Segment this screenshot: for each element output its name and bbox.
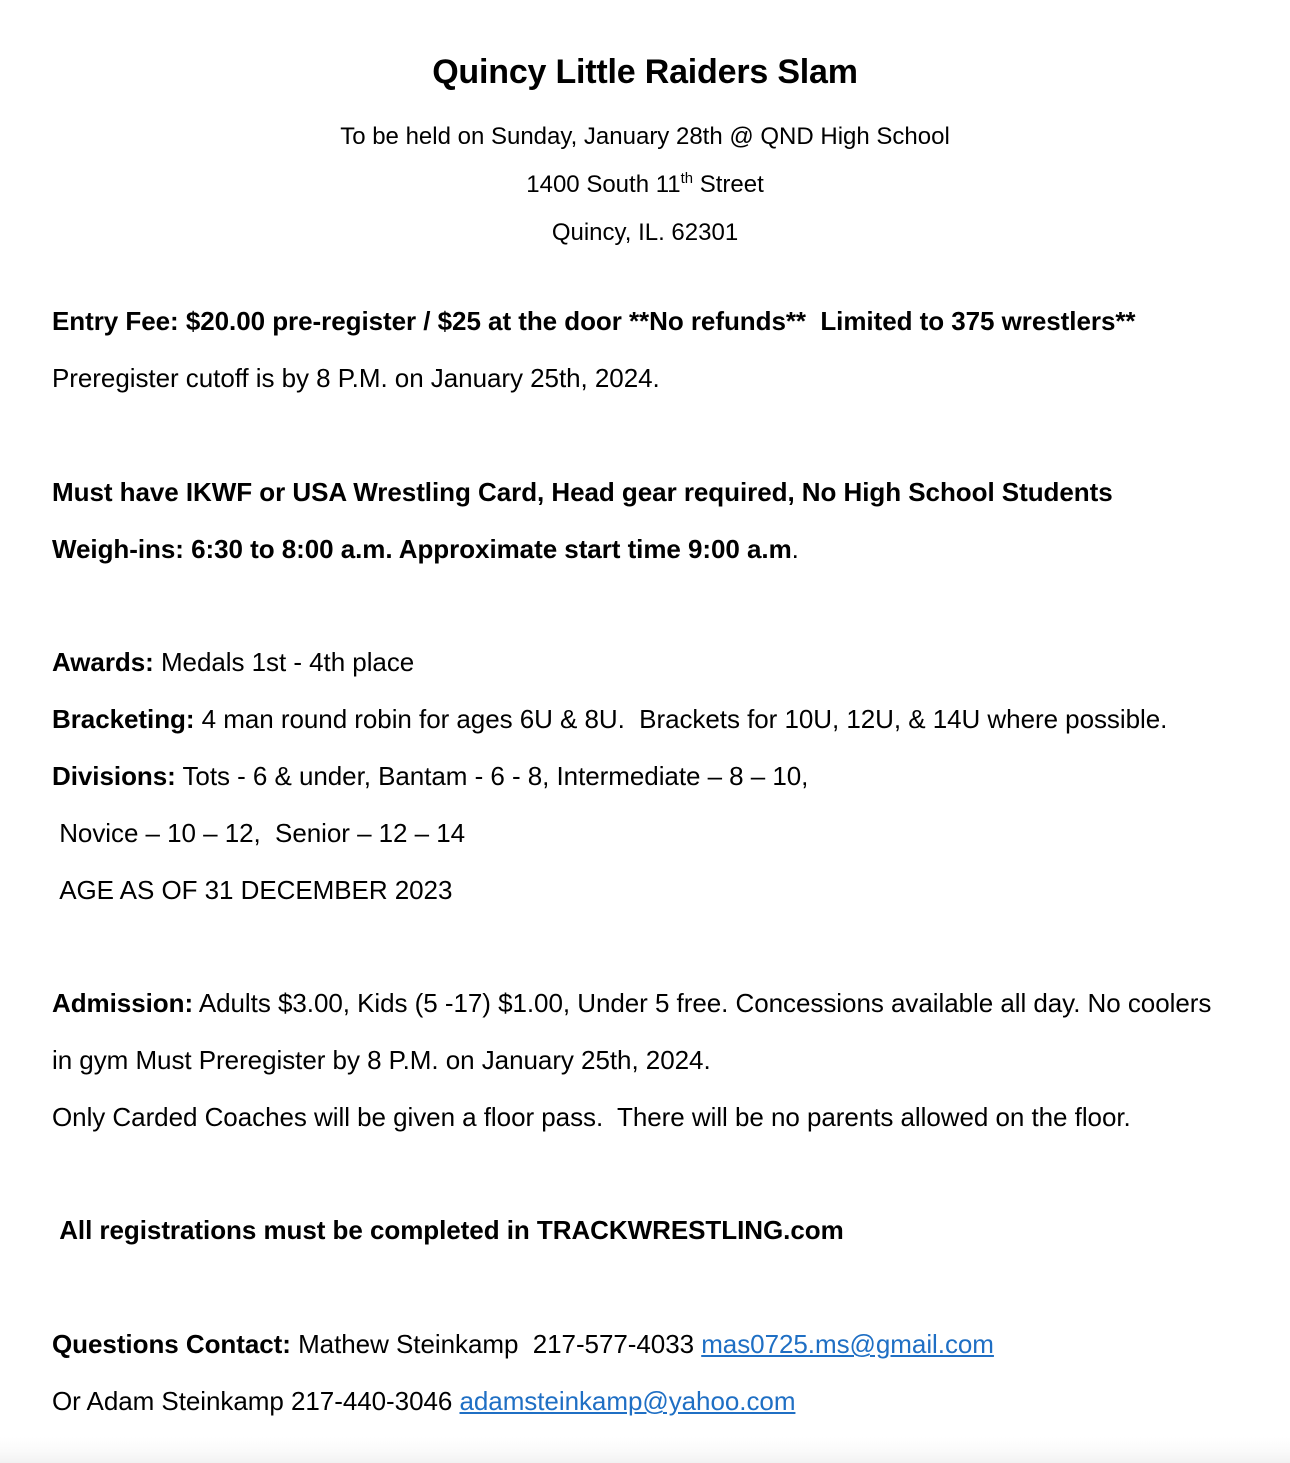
awards-value: Medals 1st - 4th place	[153, 647, 415, 677]
questions-contact-label: Questions Contact:	[52, 1329, 291, 1359]
weigh-in-line	[52, 521, 1272, 578]
event-datetime-venue: To be held on Sunday, January 28th @ QND High School	[340, 123, 950, 150]
secondary-contact-name-phone: Or Adam Steinkamp 217-440-3046	[52, 1386, 460, 1416]
street-ordinal-suffix: th	[680, 171, 694, 187]
admission-paragraph	[52, 975, 1237, 1089]
venue-city-state-zip: Quincy, IL. 62301	[551, 219, 739, 246]
divisions-label: Divisions:	[52, 761, 176, 791]
street-address-name: Street	[693, 171, 764, 198]
awards-label: Awards:	[52, 647, 154, 677]
primary-contact-email-link[interactable]: mas0725.ms@gmail.com	[701, 1329, 994, 1359]
entry-fee-line: Entry Fee: $20.00 pre-register / $25 at the door **No refunds** Limited to 375 wrestlers**	[52, 306, 1136, 336]
spacer-4	[52, 1146, 1272, 1202]
primary-contact-name-phone: Mathew Steinkamp 217-577-4033	[290, 1329, 702, 1359]
spacer-5	[52, 1259, 1272, 1316]
spacer-3	[52, 919, 1272, 975]
registration-note-line: All registrations must be completed in TRACKWRESTLING.com	[52, 1215, 844, 1245]
weigh-in-period: .	[791, 534, 799, 564]
preregister-cutoff-line: Preregister cutoff is by 8 P.M. on January 25th, 2024.	[52, 363, 660, 393]
page-bottom-edge	[0, 1437, 1290, 1463]
membership-card-requirement-line: Must have IKWF or USA Wrestling Card, Head gear required, No High School Students	[52, 477, 1113, 507]
spacer-1	[52, 407, 1272, 464]
age-cutoff-line: AGE AS OF 31 DECEMBER 2023	[52, 875, 453, 905]
document-body	[0, 293, 1290, 1430]
bracketing-line	[52, 691, 1272, 748]
questions-contact-line	[52, 1316, 1272, 1373]
admission-value: Adults $3.00, Kids (5 -17) $1.00, Under 5 free. Concessions available all day. No coolers in gym Must Preregister by 8 P.M. on January 25th, 2024.	[52, 988, 1212, 1075]
secondary-contact-email-link[interactable]: adamsteinkamp@yahoo.com	[459, 1386, 796, 1416]
divisions-value: Tots - 6 & under, Bantam - 6 - 8, Intermediate – 8 – 10,	[175, 761, 809, 791]
divisions-line-2: Novice – 10 – 12, Senior – 12 – 14	[52, 818, 466, 848]
admission-label: Admission:	[52, 988, 194, 1018]
weigh-in-text: Weigh-ins: 6:30 to 8:00 a.m. Approximate start time 9:00 a.m	[52, 534, 792, 564]
street-address-number: 1400 South 11	[526, 171, 681, 198]
floor-pass-line: Only Carded Coaches will be given a floor pass. There will be no parents allowed on the floor.	[52, 1102, 1131, 1132]
spacer-2	[52, 578, 1272, 634]
bracketing-label: Bracketing:	[52, 704, 195, 734]
secondary-contact-line	[52, 1373, 1272, 1430]
divisions-line	[52, 748, 1272, 805]
page-title: Quincy Little Raiders Slam	[432, 53, 858, 91]
venue-street-address	[0, 161, 1290, 209]
bracketing-value: 4 man round robin for ages 6U & 8U. Brackets for 10U, 12U, & 14U where possible.	[194, 704, 1168, 734]
awards-line	[52, 634, 1272, 691]
